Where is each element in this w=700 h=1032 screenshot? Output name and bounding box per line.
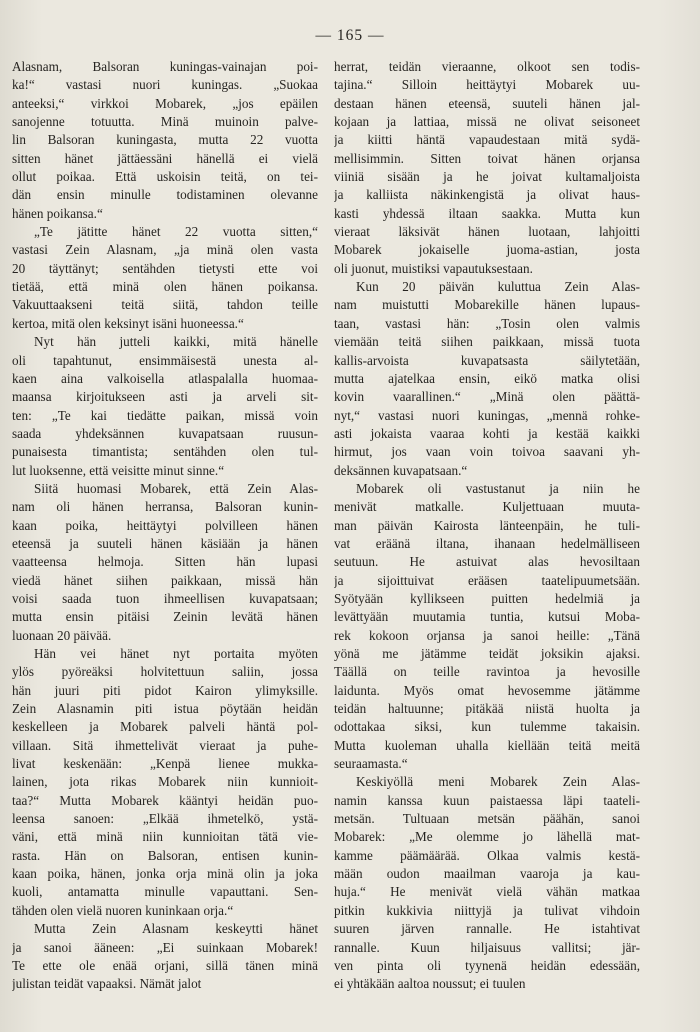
text-line: punaisesta timantista; sentähden olen tul-: [12, 444, 318, 460]
text-line: 20 täyttänyt; sentähden tietysti ette voi: [12, 260, 318, 276]
text-line: lin Balsoran kuningasta, mutta 22 vuotta: [12, 132, 318, 148]
text-line: julistan teidät vapaaksi. Nämät jalot: [12, 976, 202, 992]
text-line: ja kalliista näkinkengistä ja olivat haus-: [334, 187, 640, 203]
text-line: yönä me jätämme teidät joksikin ajaksi.: [334, 646, 640, 661]
text-line: hän juuri piti pidot Kairon ylimyksille.: [12, 682, 318, 698]
text-line: rasta. Hän on Balsoran, entisen kunin-: [12, 847, 318, 863]
text-line: seutuun. He astuivat alas hevosiltaan: [334, 554, 640, 570]
text-line: oli juonut, muistiksi vapautuksestaan.: [334, 260, 533, 276]
text-line: kertoa, mitä olen keksinyt isäni huoneessa.“: [12, 315, 244, 331]
text-line: herrat, teidän vieraanne, olkoot sen todis-: [334, 59, 640, 74]
text-line: maansa kirjoitukseen asti ja arveli sit-: [12, 389, 318, 405]
text-line: livat keskenään: „Kenpä lienee mukka-: [12, 756, 318, 772]
text-line: Hän vei hänet nyt portaita myöten: [34, 646, 318, 661]
text-line: teidän haltuunne; pitäkää niistä huolta ja: [334, 701, 640, 717]
text-line: nam muistutti Mobarekille hänen lupaus-: [334, 297, 640, 313]
text-line: Te ette ole enää orjani, sillä tänen minä: [12, 957, 318, 973]
text-line: villaan. Sitä ihmettelivät vieraat ja puhe-: [12, 737, 318, 753]
text-line: anteeksi,“ virkkoi Mobarek, „jos epäilen: [12, 95, 318, 111]
text-line: leensa sanoen: „Elkää ihmetelkö, ystä-: [12, 811, 318, 827]
text-line: Vakuuttaakseni teitä siitä, tahdon teille: [12, 297, 318, 313]
text-line: kaen aina valkoisella atlaspalalla huomaa-: [12, 370, 318, 386]
text-line: ei yhtäkään aaltoa noussut; ei tuulen: [334, 976, 526, 992]
text-line: eteensä ja suuteli hänen käsiään ja hänen: [12, 535, 318, 551]
text-line: Keskiyöllä meni Mobarek Zein Alas-: [356, 774, 640, 790]
text-line: taa?“ Mutta Mobarek kääntyi heidän puo-: [12, 792, 318, 808]
text-line: laidunta. Myös omat hevosemme jätämme: [334, 682, 640, 698]
text-line: asti jokaista vaaraa kohti ja kestää kaikki: [334, 425, 640, 441]
text-line: rek kokoon orjansa ja sanoi heille: „Tänä: [334, 627, 640, 643]
text-line: Mutta kuoleman uhalla kiellään teitä meitä: [334, 737, 640, 753]
text-line: pitkin kukkivia niittyjä ja tulivat vihdoin: [334, 902, 640, 918]
text-line: kovin vaarallinen.“ „Minä olen päättä-: [334, 389, 640, 405]
text-line: ven pinta oli tyynenä heidän edessään,: [334, 957, 640, 973]
text-line: ja kiitti häntä vapaudestaan mitä sydä-: [334, 132, 640, 148]
text-line: Mobarek jokaiselle juoma-astian, josta: [334, 242, 640, 258]
text-line: metsän. Tultuaan metsän päähän, sanoi: [334, 811, 640, 827]
text-line: kallis-arvoista kuvapatsasta säilytetään,: [334, 352, 640, 368]
text-line: vastasi Zein Alasnam, „ja minä olen vasta: [12, 242, 318, 258]
text-line: sanojenne totuutta. Minä muinoin palve-: [12, 114, 318, 130]
text-line: lainen, jota rikas Mobarek niin kunnioit-: [12, 774, 318, 790]
text-line: Mobarek oli vastustanut ja niin he: [356, 480, 640, 496]
text-line: nam oli hänen herransa, Balsoran kunin-: [12, 499, 318, 515]
text-line: viiniä sisään ja he joivat kultamaljoista: [334, 169, 640, 185]
text-line: voisi saada tuon ihmeellisen kuvapatsaan;: [12, 590, 318, 606]
page-number: — 165 —: [315, 27, 385, 44]
text-line: deksännen kuvapatsaan.“: [334, 462, 468, 478]
text-line: odottakaa siksi, kun tulemme takaisin.: [334, 719, 640, 735]
text-line: tajina.“ Silloin heittäytyi Mobarek uu-: [334, 77, 640, 93]
text-line: kasti yhdessä iltaan saakka. Mutta kun: [334, 205, 640, 221]
text-line: viedä hänet siihen paikkaan, missä hän: [12, 572, 318, 588]
text-line: kaan poika, heittäytyi polvilleen hänen: [12, 517, 318, 533]
text-line: menivät matkalle. Kuljettuaan muuta-: [334, 499, 640, 515]
text-line: Alasnam, Balsoran kuningas-vainajan poi-: [12, 59, 318, 74]
text-line: vaatteensa helmoja. Sitten hän lupasi: [12, 554, 318, 570]
left-text-column: [12, 58, 318, 1018]
text-line: lut luoksenne, että veisitte minut sinne.“: [12, 462, 225, 478]
text-line: oli tapahtunut, ensimmäisestä unesta al-: [12, 352, 318, 368]
text-line: kaan poika, hänen, jonka orja minä olin ja joka: [12, 866, 318, 882]
text-line: mutta ajatelkaa ensin, eikö matka olisi: [334, 370, 640, 386]
text-line: taan, vastasi hän: „Tosin olen valmis: [334, 315, 640, 331]
text-line: ylös pyöreäksi holvitettuun saliin, jossa: [12, 664, 318, 680]
text-line: huja.“ He menivät vielä vähän matkaa: [334, 884, 640, 900]
text-line: Täällä on teille ravintoa ja hevosille: [334, 664, 640, 680]
text-line: tähden olen vielä nuoren kuninkaan orja.“: [12, 902, 234, 918]
column-gutter: [322, 60, 323, 1005]
text-line: luonaan 20 päivää.: [12, 627, 112, 643]
text-line: väni, että minä niin kunnioitan tätä vie-: [12, 829, 318, 845]
text-line: hirmut, jos vaan voin toivoa saavani yh-: [334, 444, 640, 460]
text-line: mään oudon maailman vaaroja ja kau-: [334, 866, 640, 882]
text-line: nyt,“ vastasi nuori kuningas, „mennä rohke-: [334, 407, 640, 423]
text-line: Siitä huomasi Mobarek, että Zein Alas-: [34, 480, 318, 496]
text-line: Mutta Zein Alasnam keskeytti hänet: [34, 921, 318, 937]
text-line: Nyt hän jutteli kaikki, mitä hänelle: [34, 334, 318, 350]
text-line: mutta ensin pitäisi Zeinin levätä hänen: [12, 609, 318, 625]
text-line: Zein Alasnamin piti istua pöytään heidän: [12, 701, 318, 717]
text-line: saada yhdeksännen kuvapatsaan ruusun-: [12, 425, 318, 441]
text-line: ollut poikaa. Että uskoisin teitä, on tei-: [12, 169, 318, 185]
right-text-column: [334, 58, 640, 1018]
text-line: mellisimmin. Sitten toivat hänen orjansa: [334, 150, 640, 166]
text-line: kuoli, antamatta minulle vapauttani. Sen-: [12, 884, 318, 900]
text-line: tietää, että minä olen hänen poikansa.: [12, 279, 318, 295]
text-line: dän ensin minulle todistaminen olevanne: [12, 187, 318, 203]
text-line: Syötyään kyllikseen puitten hedelmiä ja: [334, 590, 640, 606]
text-line: rannalle. Kuun hiljaisuus vallitsi; jär-: [334, 939, 640, 955]
text-line: vat eräänä iltana, ihanaan hedelmälliseen: [334, 535, 640, 551]
text-line: suuren järven rannalle. He istahtivat: [334, 921, 640, 937]
text-line: sitten hänet jättäessäni hänellä ei vielä: [12, 150, 318, 166]
text-line: levättyään muutamia tuntia, kutsui Moba-: [334, 609, 640, 625]
text-line: „Te jätitte hänet 22 vuotta sitten,“: [34, 224, 318, 240]
text-line: Mobarek: „Me olemme jo lähellä mat-: [334, 829, 640, 845]
text-line: keskelleen ja Mobarek palveli häntä pol-: [12, 719, 318, 735]
text-line: ja sanoi ääneen: „Ei suinkaan Mobarek!: [12, 939, 318, 955]
text-line: viemään teitä siihen paikkaan, missä tuota: [334, 334, 640, 350]
text-line: ten: „Te kai tiedätte paikan, missä voin: [12, 407, 318, 423]
text-line: namin kanssa kuun paistaessa läpi taateli-: [334, 792, 640, 808]
text-line: destaan hänen eteensä, suuteli hänen jal-: [334, 95, 640, 111]
text-line: kojaan ja lattiaa, missä ne olivat seisoneet: [334, 114, 640, 130]
text-line: ja sijoittuivat erääsen taatelipuumetsään.: [334, 572, 640, 588]
text-line: ka!“ vastasi nuori kuningas. „Suokaa: [12, 77, 318, 93]
text-line: vieraat läksivät hänen luotaan, lahjoitti: [334, 224, 640, 240]
text-line: seuraamasta.“: [334, 756, 408, 772]
text-line: hänen poikansa.“: [12, 205, 103, 221]
text-line: Kun 20 päivän kuluttua Zein Alas-: [356, 279, 640, 295]
text-line: kamme päämäärää. Olkaa valmis kestä-: [334, 847, 640, 863]
text-line: man päivän Kairosta länteenpäin, he tuli-: [334, 517, 640, 533]
